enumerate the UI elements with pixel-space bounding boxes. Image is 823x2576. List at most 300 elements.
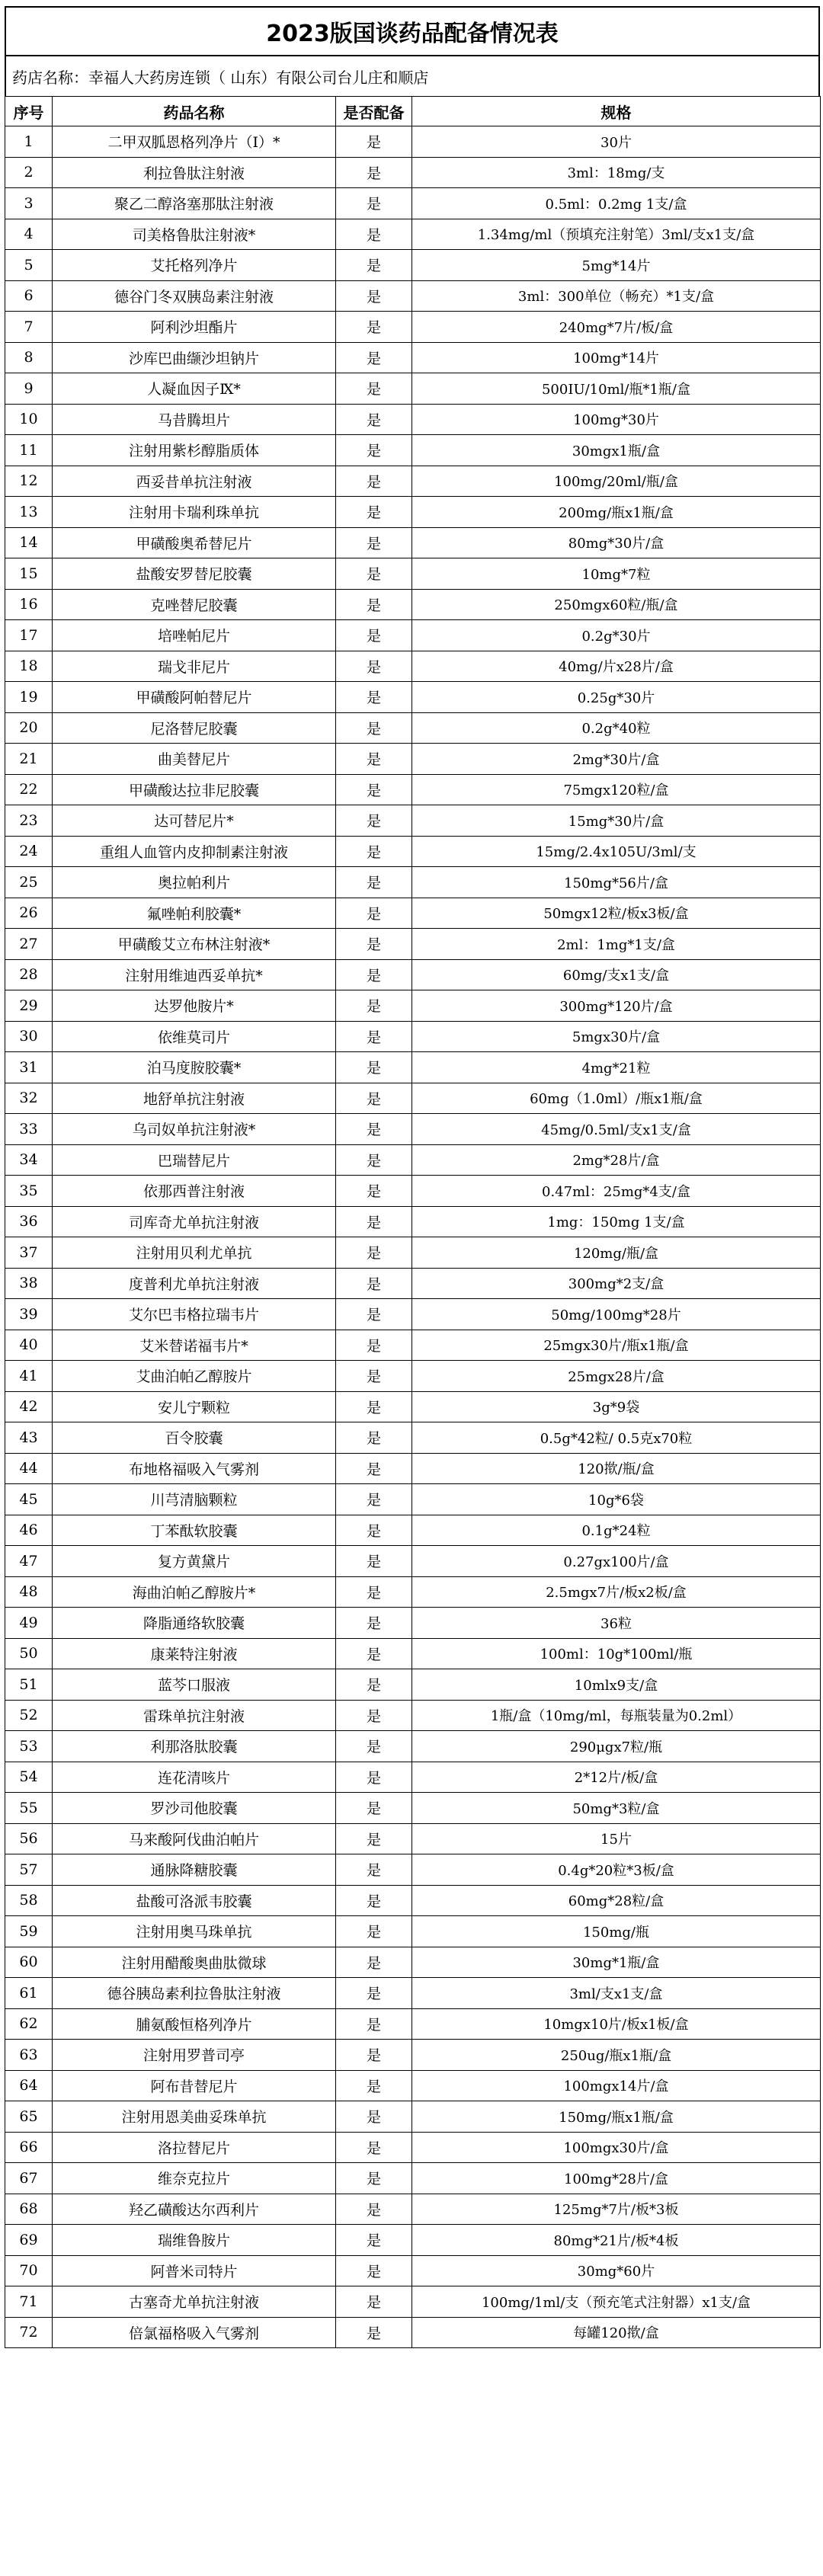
drug-table xyxy=(5,96,821,2348)
table-row xyxy=(5,126,821,158)
cell-spec: 0.2g*30片 xyxy=(412,620,821,651)
table-row xyxy=(5,1237,821,1269)
cell-equipped: 是 xyxy=(336,558,412,590)
cell-no: 46 xyxy=(5,1515,53,1546)
cell-equipped: 是 xyxy=(336,1144,412,1176)
table-row xyxy=(5,1515,821,1546)
cell-equipped: 是 xyxy=(336,990,412,1022)
cell-equipped: 是 xyxy=(336,1608,412,1639)
cell-spec: 45mg/0.5ml/支x1支/盒 xyxy=(412,1114,821,1145)
table-row xyxy=(5,1916,821,1947)
cell-equipped: 是 xyxy=(336,1299,412,1330)
cell-name: 沙库巴曲缬沙坦钠片 xyxy=(53,342,336,373)
cell-spec: 300mg*2支/盒 xyxy=(412,1268,821,1299)
cell-name: 奥拉帕利片 xyxy=(53,867,336,898)
cell-spec: 0.5ml：0.2mg 1支/盒 xyxy=(412,188,821,219)
cell-equipped: 是 xyxy=(336,1854,412,1886)
cell-no: 64 xyxy=(5,2070,53,2101)
cell-name: 注射用卡瑞利珠单抗 xyxy=(53,497,336,528)
cell-equipped: 是 xyxy=(336,1515,412,1546)
cell-name: 曲美替尼片 xyxy=(53,744,336,775)
cell-equipped: 是 xyxy=(336,342,412,373)
cell-name: 司库奇尤单抗注射液 xyxy=(53,1206,336,1237)
cell-spec: 50mg/100mg*28片 xyxy=(412,1299,821,1330)
table-row xyxy=(5,1608,821,1639)
table-row xyxy=(5,2163,821,2194)
table-row xyxy=(5,1361,821,1392)
cell-name: 马来酸阿伐曲泊帕片 xyxy=(53,1823,336,1854)
cell-name: 罗沙司他胶囊 xyxy=(53,1793,336,1824)
cell-name: 泊马度胺胶囊* xyxy=(53,1052,336,1083)
cell-name: 依维莫司片 xyxy=(53,1021,336,1052)
table-row xyxy=(5,2255,821,2286)
cell-name: 度普利尤单抗注射液 xyxy=(53,1268,336,1299)
cell-spec: 120揿/瓶/盒 xyxy=(412,1453,821,1484)
cell-equipped: 是 xyxy=(336,312,412,343)
table-row xyxy=(5,1762,821,1793)
cell-equipped: 是 xyxy=(336,1638,412,1669)
cell-equipped: 是 xyxy=(336,188,412,219)
cell-name: 培唑帕尼片 xyxy=(53,620,336,651)
table-row xyxy=(5,1823,821,1854)
cell-no: 3 xyxy=(5,188,53,219)
cell-name: 复方黄黛片 xyxy=(53,1546,336,1577)
cell-no: 50 xyxy=(5,1638,53,1669)
table-row xyxy=(5,1144,821,1176)
cell-equipped: 是 xyxy=(336,744,412,775)
page-title: 2023版国谈药品配备情况表 xyxy=(5,6,820,56)
cell-equipped: 是 xyxy=(336,2194,412,2225)
cell-no: 19 xyxy=(5,682,53,713)
table-row xyxy=(5,1114,821,1145)
cell-equipped: 是 xyxy=(336,1422,412,1454)
cell-equipped: 是 xyxy=(336,1206,412,1237)
cell-name: 司美格鲁肽注射液* xyxy=(53,219,336,250)
cell-name: 达可替尼片* xyxy=(53,805,336,837)
cell-no: 39 xyxy=(5,1299,53,1330)
cell-equipped: 是 xyxy=(336,435,412,466)
cell-equipped: 是 xyxy=(336,836,412,867)
cell-no: 69 xyxy=(5,2225,53,2256)
cell-equipped: 是 xyxy=(336,929,412,960)
cell-equipped: 是 xyxy=(336,126,412,158)
table-body xyxy=(5,126,821,2348)
table-row xyxy=(5,1083,821,1114)
cell-equipped: 是 xyxy=(336,1484,412,1515)
cell-no: 36 xyxy=(5,1206,53,1237)
cell-spec: 3ml：300单位（畅充）*1支/盒 xyxy=(412,280,821,312)
table-row xyxy=(5,2317,821,2348)
cell-equipped: 是 xyxy=(336,1885,412,1916)
cell-no: 30 xyxy=(5,1021,53,1052)
cell-no: 15 xyxy=(5,558,53,590)
cell-no: 42 xyxy=(5,1391,53,1422)
cell-equipped: 是 xyxy=(336,2286,412,2318)
cell-equipped: 是 xyxy=(336,1823,412,1854)
cell-name: 聚乙二醇洛塞那肽注射液 xyxy=(53,188,336,219)
cell-name: 重组人血管内皮抑制素注射液 xyxy=(53,836,336,867)
cell-spec: 100mg*14片 xyxy=(412,342,821,373)
cell-spec: 50mg*3粒/盒 xyxy=(412,1793,821,1824)
cell-name: 艾曲泊帕乙醇胺片 xyxy=(53,1361,336,1392)
cell-equipped: 是 xyxy=(336,2132,412,2163)
table-row xyxy=(5,280,821,312)
cell-equipped: 是 xyxy=(336,497,412,528)
table-row xyxy=(5,1176,821,1207)
cell-no: 57 xyxy=(5,1854,53,1886)
table-row xyxy=(5,342,821,373)
cell-no: 63 xyxy=(5,2040,53,2071)
cell-spec: 1mg：150mg 1支/盒 xyxy=(412,1206,821,1237)
table-row xyxy=(5,2008,821,2040)
cell-no: 22 xyxy=(5,774,53,805)
cell-spec: 290μgx7粒/瓶 xyxy=(412,1731,821,1762)
cell-no: 26 xyxy=(5,898,53,929)
cell-no: 71 xyxy=(5,2286,53,2318)
cell-equipped: 是 xyxy=(336,2040,412,2071)
cell-no: 8 xyxy=(5,342,53,373)
cell-spec: 30mg*1瓶/盒 xyxy=(412,1947,821,1978)
table-row xyxy=(5,589,821,620)
cell-equipped: 是 xyxy=(336,2255,412,2286)
cell-no: 20 xyxy=(5,712,53,744)
cell-equipped: 是 xyxy=(336,620,412,651)
table-row xyxy=(5,2225,821,2256)
cell-equipped: 是 xyxy=(336,527,412,558)
cell-spec: 60mg*28粒/盒 xyxy=(412,1885,821,1916)
cell-name: 马昔腾坦片 xyxy=(53,404,336,435)
cell-equipped: 是 xyxy=(336,1793,412,1824)
cell-spec: 75mgx120粒/盒 xyxy=(412,774,821,805)
cell-no: 27 xyxy=(5,929,53,960)
table-row xyxy=(5,2040,821,2071)
cell-equipped: 是 xyxy=(336,2317,412,2348)
cell-no: 28 xyxy=(5,959,53,990)
cell-name: 注射用罗普司亭 xyxy=(53,2040,336,2071)
cell-name: 利拉鲁肽注射液 xyxy=(53,157,336,188)
cell-equipped: 是 xyxy=(336,1052,412,1083)
cell-no: 49 xyxy=(5,1608,53,1639)
store-name-line: 药店名称：幸福人大药房连锁（ 山东）有限公司台儿庄和顺店 xyxy=(5,56,820,96)
cell-equipped: 是 xyxy=(336,280,412,312)
cell-equipped: 是 xyxy=(336,2163,412,2194)
cell-spec: 1.34mg/ml（预填充注射笔）3ml/支x1支/盒 xyxy=(412,219,821,250)
cell-equipped: 是 xyxy=(336,1083,412,1114)
table-row xyxy=(5,990,821,1022)
cell-name: 尼洛替尼胶囊 xyxy=(53,712,336,744)
cell-no: 34 xyxy=(5,1144,53,1176)
cell-no: 58 xyxy=(5,1885,53,1916)
table-row xyxy=(5,774,821,805)
cell-spec: 30mgx1瓶/盒 xyxy=(412,435,821,466)
cell-spec: 3ml/支x1支/盒 xyxy=(412,1978,821,2009)
cell-name: 西妥昔单抗注射液 xyxy=(53,466,336,497)
cell-name: 人凝血因子Ⅸ* xyxy=(53,373,336,405)
cell-equipped: 是 xyxy=(336,1114,412,1145)
cell-no: 43 xyxy=(5,1422,53,1454)
table-row xyxy=(5,497,821,528)
cell-name: 氟唑帕利胶囊* xyxy=(53,898,336,929)
cell-spec: 100mg/20ml/瓶/盒 xyxy=(412,466,821,497)
cell-spec: 15mg*30片/盒 xyxy=(412,805,821,837)
cell-equipped: 是 xyxy=(336,466,412,497)
table-row xyxy=(5,466,821,497)
cell-spec: 36粒 xyxy=(412,1608,821,1639)
cell-equipped: 是 xyxy=(336,774,412,805)
cell-name: 巴瑞替尼片 xyxy=(53,1144,336,1176)
cell-spec: 2mg*30片/盒 xyxy=(412,744,821,775)
cell-name: 甲磺酸艾立布林注射液* xyxy=(53,929,336,960)
cell-name: 维奈克拉片 xyxy=(53,2163,336,2194)
cell-spec: 2*12片/板/盒 xyxy=(412,1762,821,1793)
cell-spec: 3ml：18mg/支 xyxy=(412,157,821,188)
cell-equipped: 是 xyxy=(336,2101,412,2133)
cell-name: 通脉降糖胶囊 xyxy=(53,1854,336,1886)
cell-spec: 60mg（1.0ml）/瓶x1瓶/盒 xyxy=(412,1083,821,1114)
cell-name: 百令胶囊 xyxy=(53,1422,336,1454)
cell-name: 阿普米司特片 xyxy=(53,2255,336,2286)
cell-no: 32 xyxy=(5,1083,53,1114)
cell-equipped: 是 xyxy=(336,1916,412,1947)
cell-no: 21 xyxy=(5,744,53,775)
cell-equipped: 是 xyxy=(336,1947,412,1978)
cell-spec: 2ml：1mg*1支/盒 xyxy=(412,929,821,960)
table-row xyxy=(5,929,821,960)
cell-name: 注射用维迪西妥单抗* xyxy=(53,959,336,990)
cell-spec: 100ml：10g*100ml/瓶 xyxy=(412,1638,821,1669)
cell-equipped: 是 xyxy=(336,898,412,929)
table-row xyxy=(5,1453,821,1484)
cell-name: 康莱特注射液 xyxy=(53,1638,336,1669)
cell-spec: 0.5g*42粒/ 0.5克x70粒 xyxy=(412,1422,821,1454)
table-row xyxy=(5,836,821,867)
cell-no: 1 xyxy=(5,126,53,158)
cell-no: 70 xyxy=(5,2255,53,2286)
table-row xyxy=(5,1978,821,2009)
cell-spec: 3g*9袋 xyxy=(412,1391,821,1422)
cell-spec: 10mlx9支/盒 xyxy=(412,1669,821,1701)
cell-equipped: 是 xyxy=(336,1453,412,1484)
cell-name: 连花清咳片 xyxy=(53,1762,336,1793)
cell-no: 54 xyxy=(5,1762,53,1793)
cell-spec: 240mg*7片/板/盒 xyxy=(412,312,821,343)
cell-name: 二甲双胍恩格列净片（Ⅰ）* xyxy=(53,126,336,158)
cell-no: 12 xyxy=(5,466,53,497)
table-row xyxy=(5,435,821,466)
cell-spec: 2mg*28片/盒 xyxy=(412,1144,821,1176)
cell-spec: 15mg/2.4x105U/3ml/支 xyxy=(412,836,821,867)
cell-name: 古塞奇尤单抗注射液 xyxy=(53,2286,336,2318)
cell-equipped: 是 xyxy=(336,1176,412,1207)
cell-no: 5 xyxy=(5,250,53,281)
cell-equipped: 是 xyxy=(336,1268,412,1299)
table-row xyxy=(5,188,821,219)
cell-name: 注射用恩美曲妥珠单抗 xyxy=(53,2101,336,2133)
cell-spec: 5mgx30片/盒 xyxy=(412,1021,821,1052)
cell-spec: 5mg*14片 xyxy=(412,250,821,281)
cell-no: 72 xyxy=(5,2317,53,2348)
cell-no: 65 xyxy=(5,2101,53,2133)
table-row xyxy=(5,2132,821,2163)
cell-no: 67 xyxy=(5,2163,53,2194)
cell-spec: 10g*6袋 xyxy=(412,1484,821,1515)
table-row xyxy=(5,312,821,343)
cell-spec: 150mg*56片/盒 xyxy=(412,867,821,898)
cell-no: 56 xyxy=(5,1823,53,1854)
cell-no: 45 xyxy=(5,1484,53,1515)
cell-name: 羟乙磺酸达尔西利片 xyxy=(53,2194,336,2225)
cell-equipped: 是 xyxy=(336,2225,412,2256)
cell-name: 洛拉替尼片 xyxy=(53,2132,336,2163)
table-row xyxy=(5,404,821,435)
cell-equipped: 是 xyxy=(336,805,412,837)
cell-no: 18 xyxy=(5,651,53,682)
cell-no: 4 xyxy=(5,219,53,250)
cell-equipped: 是 xyxy=(336,1361,412,1392)
cell-spec: 100mgx30片/盒 xyxy=(412,2132,821,2163)
cell-no: 11 xyxy=(5,435,53,466)
cell-no: 66 xyxy=(5,2132,53,2163)
table-row xyxy=(5,1268,821,1299)
cell-spec: 200mg/瓶x1瓶/盒 xyxy=(412,497,821,528)
table-row xyxy=(5,1854,821,1886)
cell-name: 艾尔巴韦格拉瑞韦片 xyxy=(53,1299,336,1330)
cell-equipped: 是 xyxy=(336,959,412,990)
cell-spec: 80mg*21片/板*4板 xyxy=(412,2225,821,2256)
table-row xyxy=(5,558,821,590)
header-equipped: 是否配备 xyxy=(336,97,412,126)
cell-no: 40 xyxy=(5,1330,53,1361)
cell-equipped: 是 xyxy=(336,404,412,435)
cell-name: 德谷门冬双胰岛素注射液 xyxy=(53,280,336,312)
cell-spec: 2.5mgx7片/板x2板/盒 xyxy=(412,1576,821,1608)
cell-no: 48 xyxy=(5,1576,53,1608)
table-row xyxy=(5,1669,821,1701)
cell-spec: 30片 xyxy=(412,126,821,158)
cell-equipped: 是 xyxy=(336,1546,412,1577)
cell-spec: 每罐120揿/盒 xyxy=(412,2317,821,2348)
cell-name: 阿布昔替尼片 xyxy=(53,2070,336,2101)
table-row xyxy=(5,805,821,837)
table-row xyxy=(5,651,821,682)
cell-spec: 100mg*30片 xyxy=(412,404,821,435)
cell-equipped: 是 xyxy=(336,250,412,281)
cell-equipped: 是 xyxy=(336,1330,412,1361)
cell-equipped: 是 xyxy=(336,651,412,682)
cell-name: 脯氨酸恒格列净片 xyxy=(53,2008,336,2040)
cell-no: 47 xyxy=(5,1546,53,1577)
cell-no: 9 xyxy=(5,373,53,405)
cell-no: 59 xyxy=(5,1916,53,1947)
cell-equipped: 是 xyxy=(336,712,412,744)
table-row xyxy=(5,1330,821,1361)
cell-name: 降脂通络软胶囊 xyxy=(53,1608,336,1639)
cell-spec: 0.1g*24粒 xyxy=(412,1515,821,1546)
cell-spec: 60mg/支x1支/盒 xyxy=(412,959,821,990)
cell-name: 甲磺酸奥希替尼片 xyxy=(53,527,336,558)
table-row xyxy=(5,1391,821,1422)
cell-name: 雷珠单抗注射液 xyxy=(53,1700,336,1731)
cell-name: 达罗他胺片* xyxy=(53,990,336,1022)
cell-spec: 100mgx14片/盒 xyxy=(412,2070,821,2101)
cell-no: 44 xyxy=(5,1453,53,1484)
cell-spec: 50mgx12粒/板x3板/盒 xyxy=(412,898,821,929)
table-row xyxy=(5,1422,821,1454)
table-row xyxy=(5,1206,821,1237)
table-row xyxy=(5,250,821,281)
cell-spec: 500IU/10ml/瓶*1瓶/盒 xyxy=(412,373,821,405)
table-row xyxy=(5,157,821,188)
header-name: 药品名称 xyxy=(53,97,336,126)
cell-name: 德谷胰岛素利拉鲁肽注射液 xyxy=(53,1978,336,2009)
cell-name: 瑞维鲁胺片 xyxy=(53,2225,336,2256)
table-row xyxy=(5,373,821,405)
cell-no: 38 xyxy=(5,1268,53,1299)
table-row xyxy=(5,1885,821,1916)
cell-no: 52 xyxy=(5,1700,53,1731)
cell-equipped: 是 xyxy=(336,1762,412,1793)
cell-equipped: 是 xyxy=(336,1576,412,1608)
cell-spec: 100mg/1ml/支（预充笔式注射器）x1支/盒 xyxy=(412,2286,821,2318)
cell-spec: 25mgx30片/瓶x1瓶/盒 xyxy=(412,1330,821,1361)
table-row xyxy=(5,527,821,558)
cell-no: 60 xyxy=(5,1947,53,1978)
cell-no: 6 xyxy=(5,280,53,312)
cell-no: 7 xyxy=(5,312,53,343)
cell-equipped: 是 xyxy=(336,1669,412,1701)
cell-no: 23 xyxy=(5,805,53,837)
cell-no: 33 xyxy=(5,1114,53,1145)
cell-spec: 150mg/瓶x1瓶/盒 xyxy=(412,2101,821,2133)
table-row xyxy=(5,744,821,775)
table-row xyxy=(5,898,821,929)
table-row xyxy=(5,1484,821,1515)
table-row xyxy=(5,1947,821,1978)
cell-name: 地舒单抗注射液 xyxy=(53,1083,336,1114)
cell-no: 24 xyxy=(5,836,53,867)
cell-spec: 0.2g*40粒 xyxy=(412,712,821,744)
cell-no: 61 xyxy=(5,1978,53,2009)
cell-no: 41 xyxy=(5,1361,53,1392)
header-no: 序号 xyxy=(5,97,53,126)
cell-equipped: 是 xyxy=(336,373,412,405)
cell-name: 丁苯酞软胶囊 xyxy=(53,1515,336,1546)
table-row xyxy=(5,1731,821,1762)
cell-name: 乌司奴单抗注射液* xyxy=(53,1114,336,1145)
header-spec: 规格 xyxy=(412,97,821,126)
table-row xyxy=(5,1638,821,1669)
cell-spec: 80mg*30片/盒 xyxy=(412,527,821,558)
cell-equipped: 是 xyxy=(336,1237,412,1269)
cell-spec: 0.47ml：25mg*4支/盒 xyxy=(412,1176,821,1207)
cell-spec: 15片 xyxy=(412,1823,821,1854)
cell-spec: 30mg*60片 xyxy=(412,2255,821,2286)
cell-spec: 0.4g*20粒*3板/盒 xyxy=(412,1854,821,1886)
cell-spec: 1瓶/盒（10mg/ml，每瓶装量为0.2ml） xyxy=(412,1700,821,1731)
cell-name: 安儿宁颗粒 xyxy=(53,1391,336,1422)
table-row xyxy=(5,712,821,744)
table-row xyxy=(5,1700,821,1731)
cell-spec: 25mgx28片/盒 xyxy=(412,1361,821,1392)
cell-name: 蓝芩口服液 xyxy=(53,1669,336,1701)
cell-no: 53 xyxy=(5,1731,53,1762)
cell-no: 10 xyxy=(5,404,53,435)
cell-spec: 40mg/片x28片/盒 xyxy=(412,651,821,682)
cell-name: 瑞戈非尼片 xyxy=(53,651,336,682)
cell-equipped: 是 xyxy=(336,219,412,250)
cell-name: 利那洛肽胶囊 xyxy=(53,1731,336,1762)
cell-spec: 300mg*120片/盒 xyxy=(412,990,821,1022)
